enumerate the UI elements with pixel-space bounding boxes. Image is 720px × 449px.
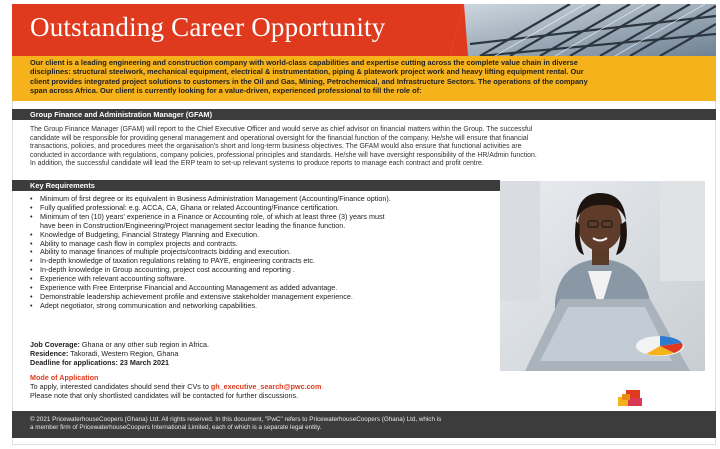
requirement-item: • Minimum of first degree or its equivalent in Business Administration Management (Accounting/Finance option). (30, 195, 500, 204)
residence (30, 349, 450, 358)
title-panel (12, 4, 464, 56)
requirements-heading-bar (12, 180, 500, 191)
page-title: Outstanding Career Opportunity (30, 12, 386, 42)
requirement-item: • In-depth knowledge in Group accounting, project cost accounting and reporting . (30, 266, 500, 275)
residence-value: Takoradi, Western Region, Ghana (68, 349, 179, 358)
requirements-list (30, 195, 500, 311)
intro-line: Our client is a leading engineering and construction company with world-class capabilities and expertise cutting across the complete value chain in diverse (30, 58, 578, 67)
role-heading: Group Finance and Administration Manager (GFAM) (30, 110, 213, 119)
logo-block (622, 394, 630, 400)
building-photo (450, 4, 716, 56)
requirement-item: • Knowledge of Budgeting, Financial Strategy Planning and Execution. (30, 231, 500, 240)
coverage-label: Job Coverage: (30, 340, 80, 349)
logo-block (628, 398, 642, 406)
professional-woman-photo (500, 181, 705, 371)
email-link[interactable]: gh_executive_search@pwc.com (210, 382, 322, 391)
apply-instructions (30, 382, 450, 391)
role-description-line: conducted in accordance with regulations, company policies, professional principles and standards. He/she will have oversight responsibility of the HR/Admin function. (30, 151, 537, 159)
deadline (30, 358, 450, 367)
requirement-item: • Adept negotiator, strong communication and networking capabilities. (30, 302, 500, 311)
requirement-item: • Ability to manage finances of multiple projects/contracts bidding and execution. (30, 248, 500, 257)
requirement-item: • Fully qualified professional: e.g. ACCA, CA, Ghana or related Accounting/Finance certification. (30, 204, 500, 213)
coverage-value: Ghana or any other sub region in Africa. (79, 340, 209, 349)
requirement-item: • In-depth knowledge of taxation regulations relating to PAYE, engineering contracts etc. (30, 257, 500, 266)
role-description-line: candidate will be responsible for providing general management and operational oversight for the financial function of the company. He/she will ensure that financial (30, 134, 529, 142)
role-description-line: In addition, the successful candidate will lead the ERP team to set-up relevant systems to produce reports to manage each contract and profit centre. (30, 160, 484, 168)
requirement-item: • Demonstrable leadership achievement profile and extensive stakeholder management experience. (30, 293, 500, 302)
shortlist-note: Please note that only shortlisted candidates will be contacted for further discussions. (30, 391, 299, 400)
requirements-heading: Key Requirements (30, 181, 95, 190)
intro-line: client provides integrated project solutions to customers in the Oil and Gas, Mining, Petrochemical, and Infrastructure Sectors. The operations of the company (30, 76, 588, 86)
header-banner (12, 4, 716, 56)
mode-heading: Mode of Application (30, 373, 99, 382)
intro-line: span across Africa. Our client is currently looking for a value-driven, experienced professional to fill the role of: (30, 85, 422, 95)
requirement-text-continued: have been in Construction/Engineering/Project management sector leading the finance function. (40, 220, 346, 230)
apply-text: To apply, interested candidates should send their CVs to (30, 382, 211, 391)
requirement-item: • Ability to manage cash flow in complex projects and contracts. (30, 240, 500, 249)
footer-bar (12, 411, 716, 438)
role-description (30, 126, 705, 169)
intro-panel (12, 56, 716, 101)
building-glass-image (450, 4, 716, 56)
role-heading-bar (12, 109, 716, 120)
woman-laptop-image (500, 181, 705, 371)
deadline-text: Deadline for applications: 23 March 2021 (30, 358, 170, 367)
residence-label: Residence: (30, 349, 69, 358)
job-coverage (30, 340, 450, 349)
role-description-line: transactions, policies, and procedures meet the organisation's short and long-term business objectives. The GFAM would also ensure that functional activities are (30, 143, 522, 151)
role-description-line: The Group Finance Manager (GFAM) will report to the Chief Executive Officer and would serve as chief advisor on financial matters within the Group. The successful (30, 126, 533, 133)
requirement-item: • Experience with Free Enterprise Financial and Accounting Management as added advantage. (30, 284, 500, 293)
requirement-item: • Experience with relevant accounting software. (30, 275, 500, 284)
application-details (30, 340, 450, 400)
intro-line: disciplines: structural steelwork, mechanical equipment, electrical & instrumentation, piping & platework project work and heavy lifting equipment rental. Our (30, 67, 584, 77)
footer-line: a member firm of PricewaterhouseCoopers International Limited, each of which is a separate legal entity. (30, 424, 322, 432)
requirement-item (30, 213, 500, 231)
requirement-text: Minimum of ten (10) years' experience in a Finance or Accounting role, of which at least three (3) years must (40, 211, 385, 221)
footer-line: © 2021 PricewaterhouseCoopers (Ghana) Ltd. All rights reserved. In this document, "PwC" refers to PricewaterhouseCoopers (Ghana) Ltd, which is (30, 416, 442, 423)
